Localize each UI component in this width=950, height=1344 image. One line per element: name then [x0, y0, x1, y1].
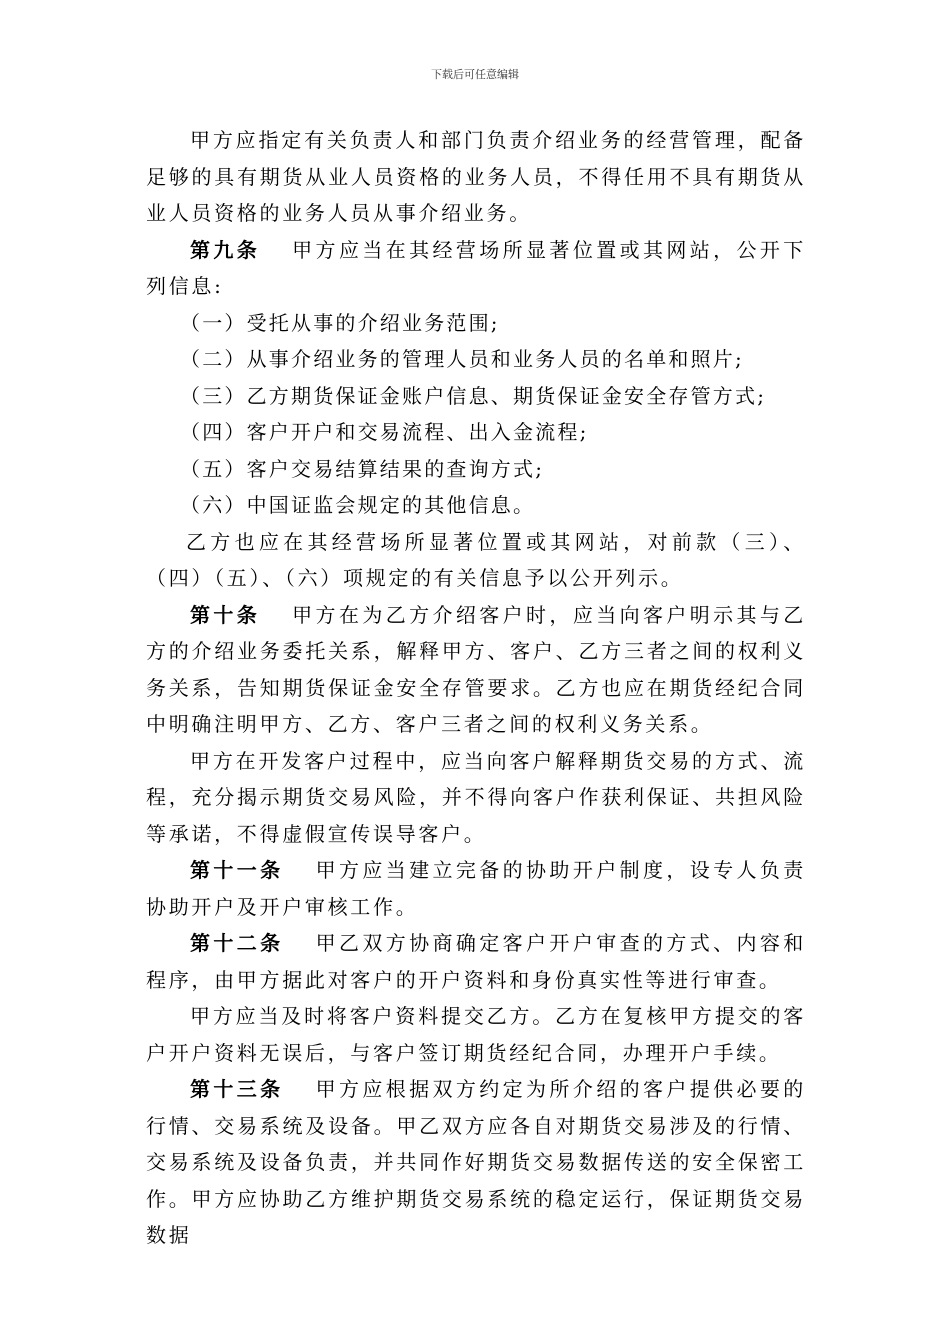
- paragraph: 甲方应指定有关负责人和部门负责介绍业务的经营管理，配备足够的具有期货从业人员资格的业务人员，不得任用不具有期货从业人员资格的业务人员从事介绍业务。: [146, 128, 806, 225]
- document-body: [146, 122, 806, 1254]
- list-item: （四）客户开户和交易流程、出入金流程;: [180, 420, 589, 444]
- list-item: （三）乙方期货保证金账户信息、期货保证金安全存管方式;: [180, 383, 767, 408]
- paragraph: 甲方应当及时将客户资料提交乙方。乙方在复核甲方提交的客户开户资料无误后，与客户签订期货经纪合同，办理开户手续。: [146, 1004, 806, 1065]
- article-paragraph: [146, 852, 806, 925]
- article-number: 第十条: [190, 602, 261, 627]
- article-number: 第十一条: [190, 858, 284, 882]
- article-paragraph: [146, 597, 806, 743]
- article-number: 第十二条: [190, 931, 284, 955]
- article-paragraph: [146, 1071, 806, 1254]
- article-text: 甲方应当在其经营场所显著位置或其网站，公开下列信息:: [146, 237, 806, 298]
- list-item: （五）客户交易结算结果的查询方式;: [180, 456, 545, 481]
- article-paragraph: [146, 232, 806, 305]
- article-number: 第九条: [190, 237, 261, 262]
- paragraph: 乙方也应在其经营场所显著位置或其网站，对前款（三）、（四）（五）、（六）项规定的有关信息予以公开列示。: [146, 529, 806, 590]
- list-item: （六）中国证监会规定的其他信息。: [180, 493, 536, 517]
- article-text: 甲乙双方协商确定客户开户审查的方式、内容和程序，由甲方据此对客户的开户资料和身份真实性等进行审查。: [146, 931, 806, 992]
- article-text: 甲方应根据双方约定为所介绍的客户提供必要的行情、交易系统及设备。甲乙双方应各自对期货交易涉及的行情、交易系统及设备负责，并共同作好期货交易数据传送的安全保密工作。甲方应协助乙方维护期货交易系统的稳定运行，保证期货交易数据: [146, 1077, 806, 1247]
- page-header: 下载后可任意编辑: [431, 68, 519, 81]
- article-text: 甲方在为乙方介绍客户时，应当向客户明示其与乙方的介绍业务委托关系，解释甲方、客户、乙方三者之间的权利义务关系，告知期货保证金安全存管要求。乙方也应在期货经纪合同中明确注明甲方、乙方、客户三者之间的权利义务关系。: [146, 602, 806, 736]
- list-item: （一）受托从事的介绍业务范围;: [180, 310, 500, 335]
- article-paragraph: [146, 925, 806, 998]
- article-text: 甲方应当建立完备的协助开户制度，设专人负责协助开户及开户审核工作。: [146, 858, 806, 919]
- paragraph: 甲方在开发客户过程中，应当向客户解释期货交易的方式、流程，充分揭示期货交易风险，并不得向客户作获利保证、共担风险等承诺，不得虚假宣传误导客户。: [146, 748, 806, 846]
- list-item: （二）从事介绍业务的管理人员和业务人员的名单和照片;: [180, 347, 744, 371]
- article-number: 第十三条: [190, 1077, 284, 1101]
